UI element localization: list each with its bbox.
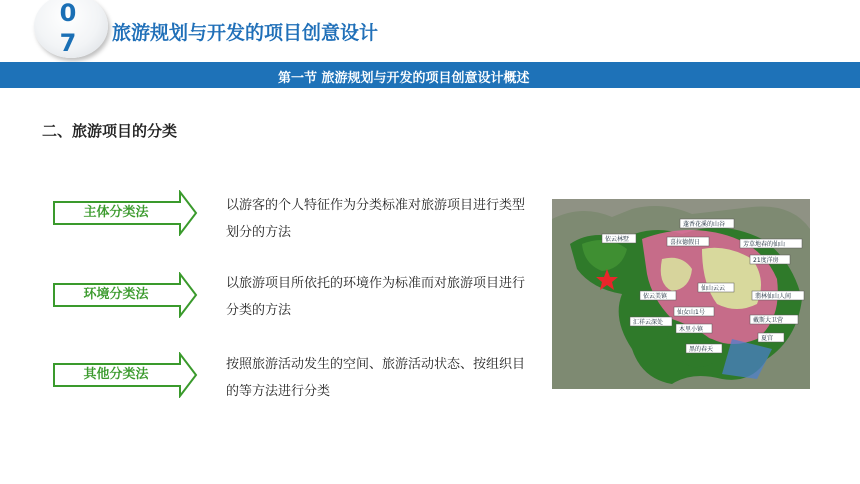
resort-map-image — [552, 199, 810, 389]
map-label: 芳草地春的仙山 — [743, 241, 786, 248]
category-label: 主体分类法 — [83, 205, 149, 220]
banner-title: 第一节 旅游规划与开发的项目创意设计概述 — [278, 71, 530, 86]
category-description: 以旅游项目所依托的环境作为标准而对旅游项目进行分类的方法 — [226, 276, 526, 318]
map-label: 翡林仙山人间 — [755, 293, 792, 300]
map-label: 仙女山1号 — [677, 309, 705, 316]
map-label: 蓬香花溪的山谷 — [683, 221, 726, 228]
map-label: 黑的春天 — [689, 346, 714, 353]
category-arrow-subject — [52, 190, 198, 236]
section-heading: 二、旅游项目的分类 — [42, 122, 178, 140]
page-title: 旅游规划与开发的项目创意设计 — [112, 22, 379, 44]
category-arrow-environment — [52, 272, 198, 318]
map-label: 木里小镇 — [679, 326, 704, 333]
map-label: 汇祥云深处 — [633, 319, 664, 326]
category-description: 以游客的个人特征作为分类标准对旅游项目进行类型划分的方法 — [226, 198, 526, 240]
category-label: 其他分类法 — [83, 367, 149, 382]
section-banner — [0, 62, 860, 88]
map-label: 戴斯大卫营 — [753, 317, 784, 324]
category-arrow-other — [52, 352, 198, 398]
map-label: 21度洋房 — [753, 257, 779, 264]
map-label: 仙山云云 — [701, 285, 726, 292]
category-label: 环境分类法 — [83, 287, 149, 302]
map-label: 喜拉德假日 — [670, 239, 701, 246]
map-label: 依云美镇 — [643, 293, 668, 300]
chapter-number: 07 — [59, 0, 77, 57]
category-description: 按照旅游活动发生的空间、旅游活动状态、按组织目的等方法进行分类 — [226, 357, 526, 399]
map-label: 夏宫 — [761, 335, 774, 342]
map-label: 依云林墅 — [605, 236, 630, 243]
